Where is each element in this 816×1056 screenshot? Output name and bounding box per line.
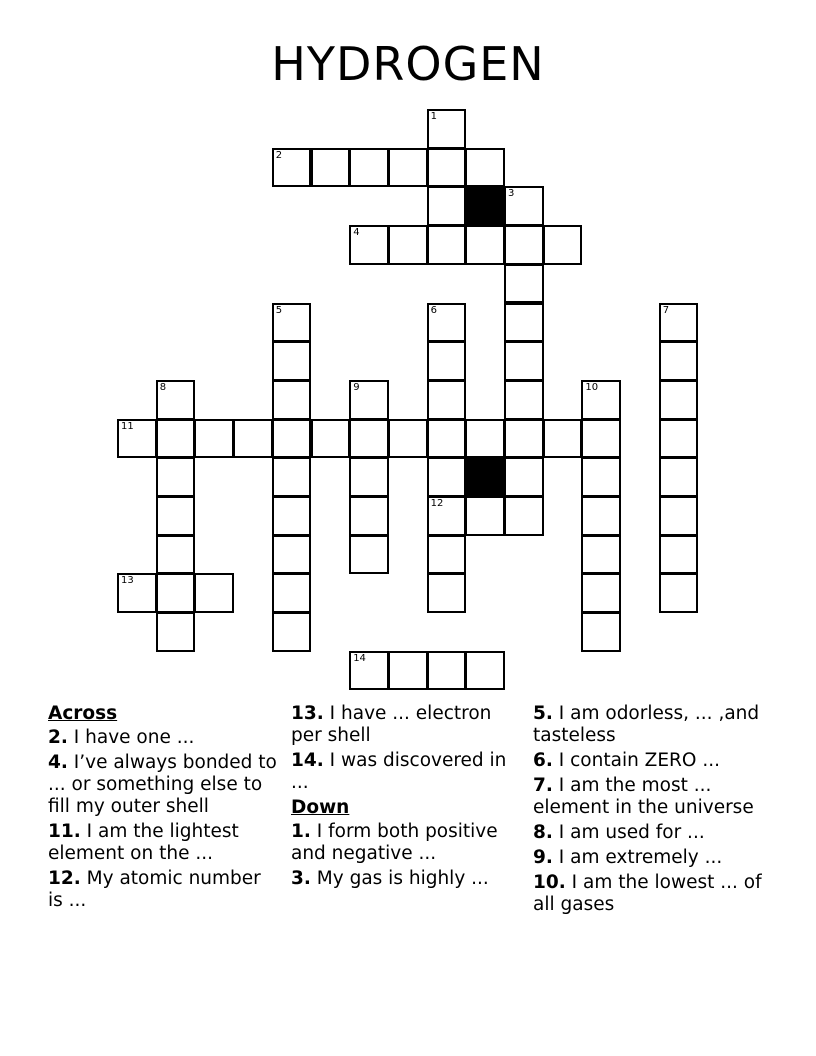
grid-cell[interactable] bbox=[427, 457, 467, 497]
clue-across-4: 4. I’ve always bonded to ... or something else to fill my outer shell bbox=[48, 752, 277, 817]
grid-cell[interactable] bbox=[659, 496, 699, 536]
clue-across-13: 13. I have ... electron per shell bbox=[291, 703, 492, 746]
grid-cell[interactable] bbox=[543, 225, 583, 265]
grid-cell[interactable] bbox=[388, 419, 428, 459]
clue-down-3: 3. My gas is highly ... bbox=[291, 868, 489, 889]
grid-cell[interactable] bbox=[349, 148, 389, 188]
grid-cell[interactable] bbox=[427, 496, 467, 536]
grid-cell[interactable] bbox=[388, 148, 428, 188]
grid-cell[interactable] bbox=[311, 148, 351, 188]
grid-cell[interactable] bbox=[349, 651, 389, 691]
grid-cell[interactable] bbox=[156, 457, 196, 497]
grid-cell[interactable] bbox=[388, 225, 428, 265]
clue-number: 1 bbox=[430, 111, 437, 122]
clues-column-1 bbox=[48, 703, 278, 915]
grid-cell[interactable] bbox=[581, 419, 621, 459]
clue-across-2: 2. I have one ... bbox=[48, 727, 195, 748]
grid-cell[interactable] bbox=[427, 380, 467, 420]
clue-down-10: 10. I am the lowest ... of all gases bbox=[533, 872, 762, 915]
clues-column-2 bbox=[291, 703, 521, 893]
grid-cell[interactable] bbox=[427, 109, 467, 149]
grid-cell[interactable] bbox=[465, 148, 505, 188]
grid-cell[interactable] bbox=[504, 264, 544, 304]
grid-cell[interactable] bbox=[156, 573, 196, 613]
grid-cell[interactable] bbox=[427, 573, 467, 613]
clue-number: 2 bbox=[275, 149, 283, 161]
grid-cell[interactable] bbox=[465, 651, 505, 691]
grid-cell[interactable] bbox=[659, 380, 699, 420]
grid-cell[interactable] bbox=[349, 535, 389, 575]
grid-cell[interactable] bbox=[349, 419, 389, 459]
grid-cell[interactable] bbox=[194, 419, 234, 459]
grid-cell[interactable] bbox=[465, 496, 505, 536]
grid-cell[interactable] bbox=[349, 457, 389, 497]
grid-cell[interactable] bbox=[272, 496, 312, 536]
grid-cell[interactable] bbox=[581, 612, 621, 652]
grid-cell[interactable] bbox=[156, 612, 196, 652]
grid-cell[interactable] bbox=[272, 535, 312, 575]
black-square bbox=[465, 457, 505, 497]
grid-cell[interactable] bbox=[659, 457, 699, 497]
grid-cell[interactable] bbox=[272, 341, 312, 381]
clue-down-1: 1. I form both positive and negative ... bbox=[291, 821, 498, 864]
grid-cell[interactable] bbox=[504, 457, 544, 497]
grid-cell[interactable] bbox=[581, 573, 621, 613]
grid-cell[interactable] bbox=[349, 496, 389, 536]
grid-cell[interactable] bbox=[427, 419, 467, 459]
grid-cell[interactable] bbox=[427, 341, 467, 381]
grid-cell[interactable] bbox=[156, 535, 196, 575]
clue-across-14: 14. I was discovered in ... bbox=[291, 750, 507, 793]
grid-cell[interactable] bbox=[659, 303, 699, 343]
grid-cell[interactable] bbox=[272, 573, 312, 613]
clue-number: 10 bbox=[585, 381, 599, 393]
clue-across-11: 11. I am the lightest element on the ... bbox=[48, 821, 239, 864]
grid-cell[interactable] bbox=[194, 573, 234, 613]
grid-cell[interactable] bbox=[117, 419, 157, 459]
down-heading: Down bbox=[291, 797, 350, 818]
grid-cell[interactable] bbox=[272, 148, 312, 188]
grid-cell[interactable] bbox=[504, 341, 544, 381]
black-square bbox=[465, 186, 505, 226]
grid-cell[interactable] bbox=[504, 225, 544, 265]
clue-number: 14 bbox=[353, 652, 366, 664]
clue-number: 11 bbox=[121, 420, 134, 432]
clue-down-5: 5. I am odorless, ... ,and tasteless bbox=[533, 703, 760, 746]
grid-cell[interactable] bbox=[504, 419, 544, 459]
grid-cell[interactable] bbox=[659, 341, 699, 381]
grid-cell[interactable] bbox=[427, 535, 467, 575]
grid-cell[interactable] bbox=[427, 303, 467, 343]
grid-cell[interactable] bbox=[581, 496, 621, 536]
clue-number: 5 bbox=[275, 304, 283, 316]
across-heading: Across bbox=[48, 703, 118, 724]
grid-cell[interactable] bbox=[349, 225, 389, 265]
clue-down-8: 8. I am used for ... bbox=[533, 822, 705, 843]
grid-cell[interactable] bbox=[272, 303, 312, 343]
grid-cell[interactable] bbox=[581, 457, 621, 497]
clue-across-12: 12. My atomic number is ... bbox=[48, 868, 261, 911]
clue-down-7: 7. I am the most ... element in the universe bbox=[533, 775, 754, 818]
grid-cell[interactable] bbox=[349, 380, 389, 420]
clue-down-9: 9. I am extremely ... bbox=[533, 847, 723, 868]
grid-cell[interactable] bbox=[272, 457, 312, 497]
grid-cell[interactable] bbox=[465, 419, 505, 459]
grid-cell[interactable] bbox=[272, 419, 312, 459]
clue-number: 3 bbox=[508, 188, 515, 200]
grid-cell[interactable] bbox=[272, 612, 312, 652]
grid-cell[interactable] bbox=[311, 419, 351, 459]
grid-cell[interactable] bbox=[581, 380, 621, 420]
grid-cell[interactable] bbox=[156, 380, 196, 420]
puzzle-title: HYDROGEN bbox=[271, 37, 545, 91]
grid-cell[interactable] bbox=[272, 380, 312, 420]
clues-column-3 bbox=[533, 703, 763, 919]
clue-number: 13 bbox=[121, 575, 134, 587]
clue-number: 6 bbox=[430, 304, 437, 316]
grid-cell[interactable] bbox=[543, 419, 583, 459]
clue-number: 12 bbox=[430, 498, 444, 509]
grid-cell[interactable] bbox=[427, 225, 467, 265]
clue-number: 8 bbox=[159, 381, 167, 393]
grid-cell[interactable] bbox=[581, 535, 621, 575]
grid-cell[interactable] bbox=[427, 148, 467, 188]
grid-cell[interactable] bbox=[388, 651, 428, 691]
grid-cell[interactable] bbox=[233, 419, 273, 459]
grid-cell[interactable] bbox=[427, 651, 467, 691]
clue-down-6: 6. I contain ZERO ... bbox=[533, 750, 720, 771]
grid-cell[interactable] bbox=[117, 573, 157, 613]
grid-cell[interactable] bbox=[504, 496, 544, 536]
grid-cell[interactable] bbox=[427, 186, 467, 226]
grid-cell[interactable] bbox=[659, 535, 699, 575]
clue-number: 9 bbox=[353, 381, 360, 393]
grid-cell[interactable] bbox=[659, 419, 699, 459]
grid-cell[interactable] bbox=[504, 186, 544, 226]
grid-cell[interactable] bbox=[156, 419, 196, 459]
clue-number: 7 bbox=[662, 304, 670, 316]
grid-cell[interactable] bbox=[659, 573, 699, 613]
grid-cell[interactable] bbox=[156, 496, 196, 536]
clue-number: 4 bbox=[353, 227, 360, 239]
grid-cell[interactable] bbox=[504, 380, 544, 420]
grid-cell[interactable] bbox=[504, 303, 544, 343]
grid-cell[interactable] bbox=[465, 225, 505, 265]
